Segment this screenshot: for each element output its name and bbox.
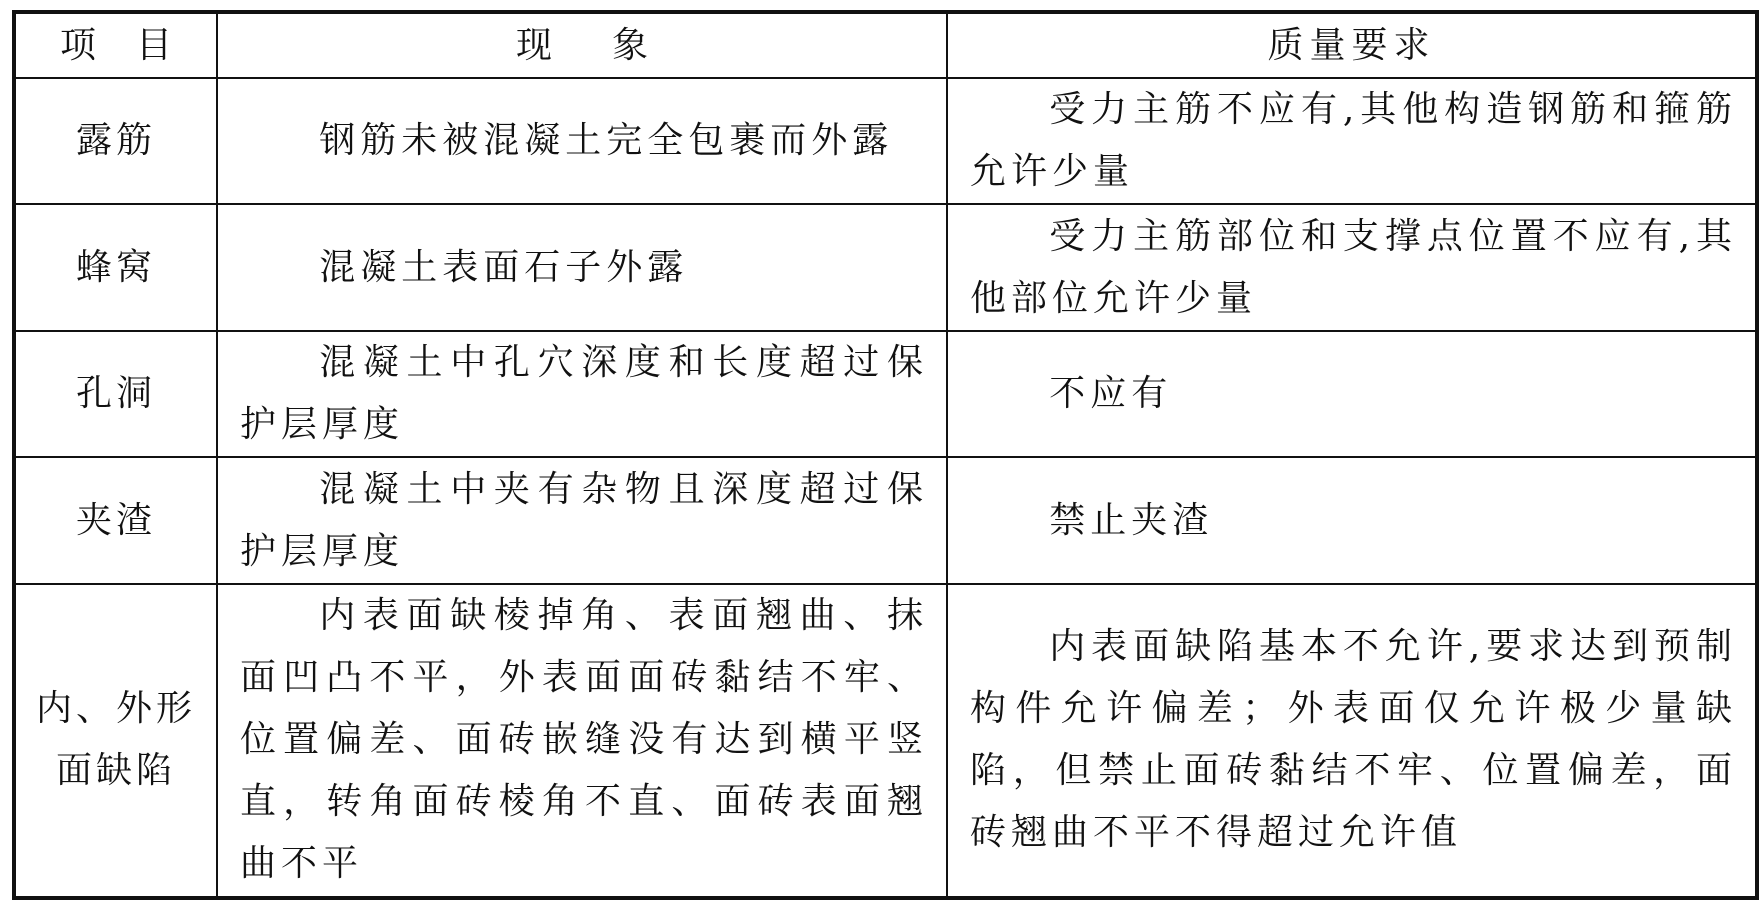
- row-phenomenon: 混凝土中孔穴深度和长度超过保护层厚度: [217, 331, 947, 457]
- header-phenomenon: 现象: [217, 12, 947, 78]
- header-requirement: 质量要求: [947, 12, 1757, 78]
- header-item: 项目: [14, 12, 217, 78]
- row-requirement: 受力主筋不应有,其他构造钢筋和箍筋允许少量: [947, 78, 1757, 204]
- defect-quality-table-container: [12, 10, 1759, 900]
- row-item-line-1: 内、外形: [35, 688, 196, 730]
- row-phenomenon: 钢筋未被混凝土完全包裹而外露: [217, 78, 947, 204]
- row-phenomenon: 内表面缺棱掉角、表面翘曲、抹面凹凸不平，外表面面砖黏结不牢、位置偏差、面砖嵌缝没有达到横平竖直，转角面砖棱角不直、面砖表面翘曲不平: [217, 584, 947, 898]
- row-requirement: 不应有: [947, 331, 1757, 457]
- row-item: 蜂窝: [14, 204, 217, 330]
- table-row: [14, 78, 1757, 204]
- row-phenomenon: 混凝土表面石子外露: [217, 204, 947, 330]
- row-item: 孔洞: [14, 331, 217, 457]
- row-requirement: 内表面缺陷基本不允许,要求达到预制构件允许偏差；外表面仅允许极少量缺陷，但禁止面砖黏结不牢、位置偏差，面砖翘曲不平不得超过允许值: [947, 584, 1757, 898]
- table-row: [14, 204, 1757, 330]
- row-item: [14, 584, 217, 898]
- row-phenomenon: 混凝土中夹有杂物且深度超过保护层厚度: [217, 457, 947, 583]
- table-header-row: [14, 12, 1757, 78]
- table-row: [14, 584, 1757, 898]
- row-requirement: 禁止夹渣: [947, 457, 1757, 583]
- row-item-line-2: 面缺陷: [55, 750, 176, 792]
- row-item: 夹渣: [14, 457, 217, 583]
- table-row: [14, 457, 1757, 583]
- row-requirement: 受力主筋部位和支撑点位置不应有,其他部位允许少量: [947, 204, 1757, 330]
- defect-quality-table: [12, 10, 1759, 900]
- table-row: [14, 331, 1757, 457]
- row-item: 露筋: [14, 78, 217, 204]
